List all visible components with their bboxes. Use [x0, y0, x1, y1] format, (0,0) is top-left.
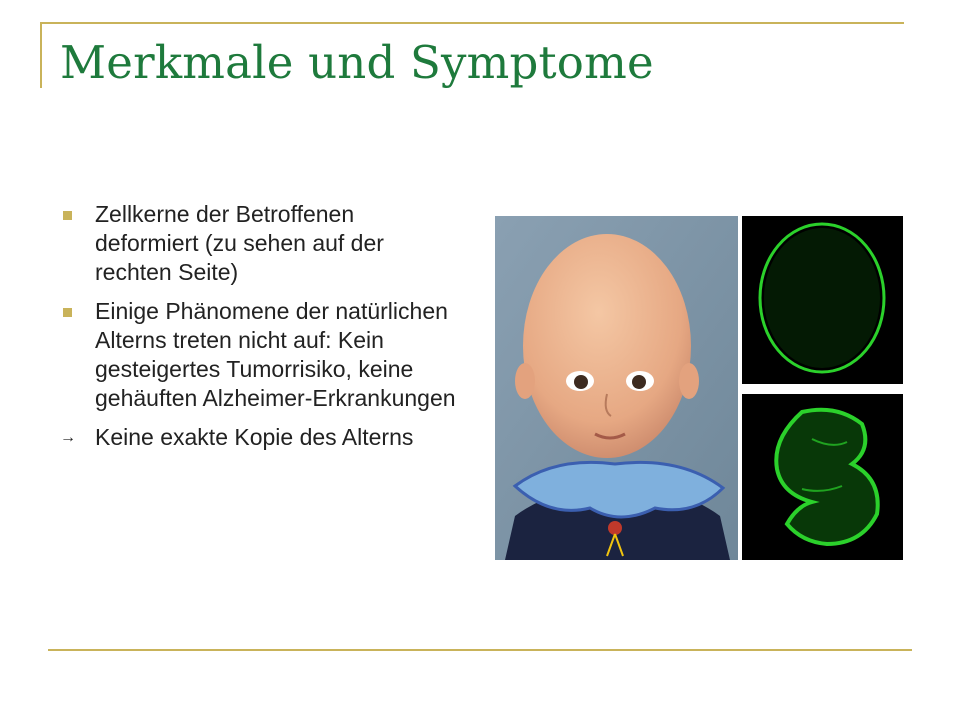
- normal-cell-nucleus-image: [742, 216, 903, 384]
- bottom-rule: [48, 649, 912, 651]
- bullet-list: [60, 200, 460, 462]
- bullet-text: Keine exakte Kopie des Alterns: [95, 424, 414, 450]
- slide-title: Merkmale und Symptome: [60, 36, 654, 89]
- bullet-item-conclusion: [60, 423, 460, 452]
- arrow-right-icon: →: [60, 429, 76, 446]
- bullet-item-nuclei: [60, 200, 460, 287]
- deformed-cell-nucleus-image: [742, 394, 903, 560]
- bullet-square-icon: [63, 308, 72, 317]
- top-rule: [40, 22, 904, 24]
- bullet-square-icon: [63, 211, 72, 220]
- bullet-item-phenomena: [60, 297, 460, 413]
- left-rule: [40, 22, 42, 88]
- child-portrait-photo: [495, 216, 738, 560]
- bullet-text: Einige Phänomene der natürlichen Alterns treten nicht auf: Kein gesteigertes Tumorrisiko, keine gehäuften Alzheimer-Erkrankungen: [95, 298, 456, 411]
- bullet-text: Zellkerne der Betroffenen deformiert (zu sehen auf der rechten Seite): [95, 201, 384, 285]
